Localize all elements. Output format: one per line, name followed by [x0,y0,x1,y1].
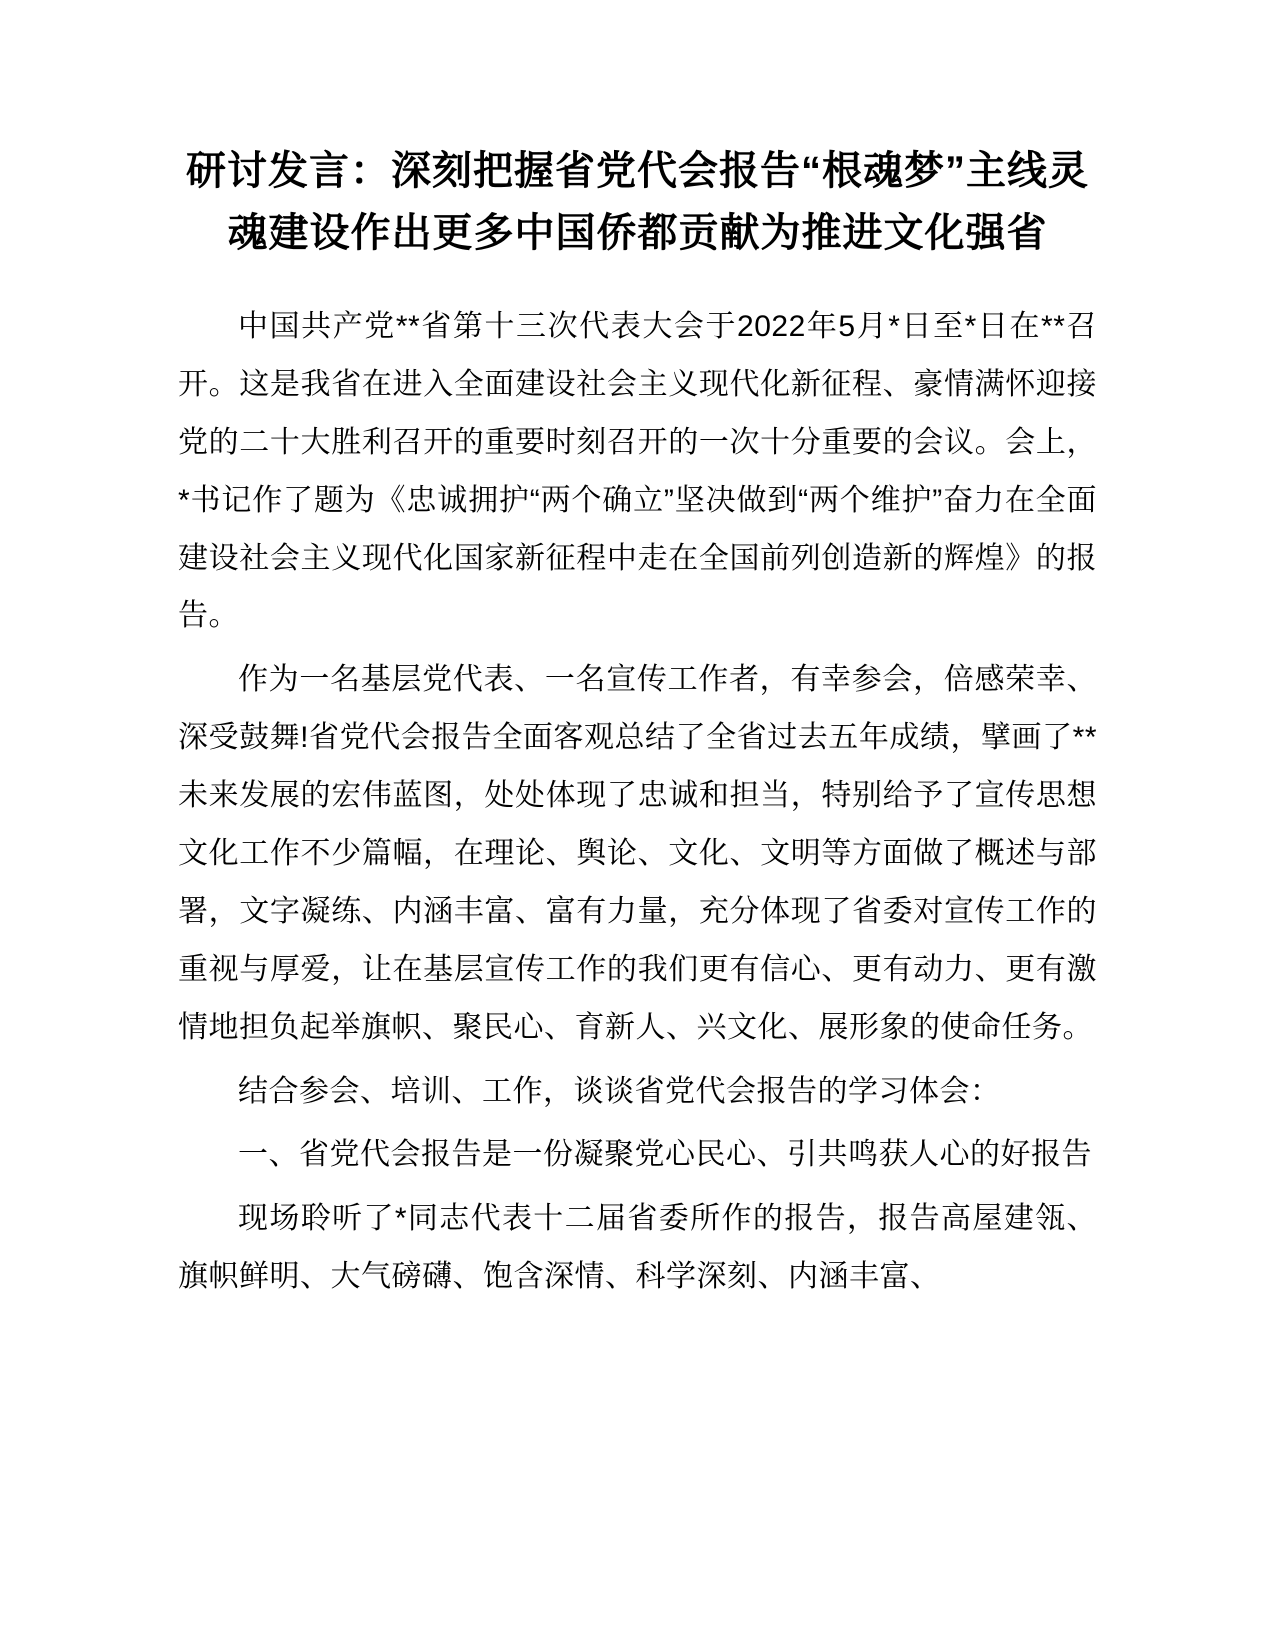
document-title: 研讨发言：深刻把握省党代会报告“根魂梦”主线灵魂建设作出更多中国侨都贡献为推进文化强省 [186,149,1089,255]
paragraph-section-heading: 一、省党代会报告是一份凝聚党心民心、引共鸣获人心的好报告 [238,1138,1092,1172]
document-body [178,298,1097,1306]
paragraph-transition: 结合参会、培训、工作，谈谈省党代会报告的学习体会： [238,1074,1001,1108]
paragraph-report-description: 现场聆听了*同志代表十二届省委所作的报告，报告高屋建瓴、旗帜鲜明、大气磅礴、饱含深情、科学深刻、内涵丰富、 [178,1202,1097,1294]
paragraph-intro: 中国共产党**省第十三次代表大会于2022年5月*日至*日在**召开。这是我省在进入全面建设社会主义现代化新征程、豪情满怀迎接党的二十大胜利召开的重要时刻召开的一次十分重要的会议。会上，*书记作了题为《忠诚拥护“两个确立”坚决做到“两个维护”奋力在全面建设社会主义现代化国家新征程中走在全国前列创造新的辉煌》的报告。 [178,310,1097,633]
paragraph-impression: 作为一名基层党代表、一名宣传工作者，有幸参会，倍感荣幸、深受鼓舞!省党代会报告全面客观总结了全省过去五年成绩，擘画了**未来发展的宏伟蓝图，处处体现了忠诚和担当，特别给予了宣传思想文化工作不少篇幅，在理论、舆论、文化、文明等方面做了概述与部署，文字凝练、内涵丰富、富有力量，充分体现了省委对宣传工作的重视与厚爱，让在基层宣传工作的我们更有信心、更有动力、更有激情地担负起举旗帜、聚民心、育新人、兴文化、展形象的使命任务。 [178,663,1097,1044]
